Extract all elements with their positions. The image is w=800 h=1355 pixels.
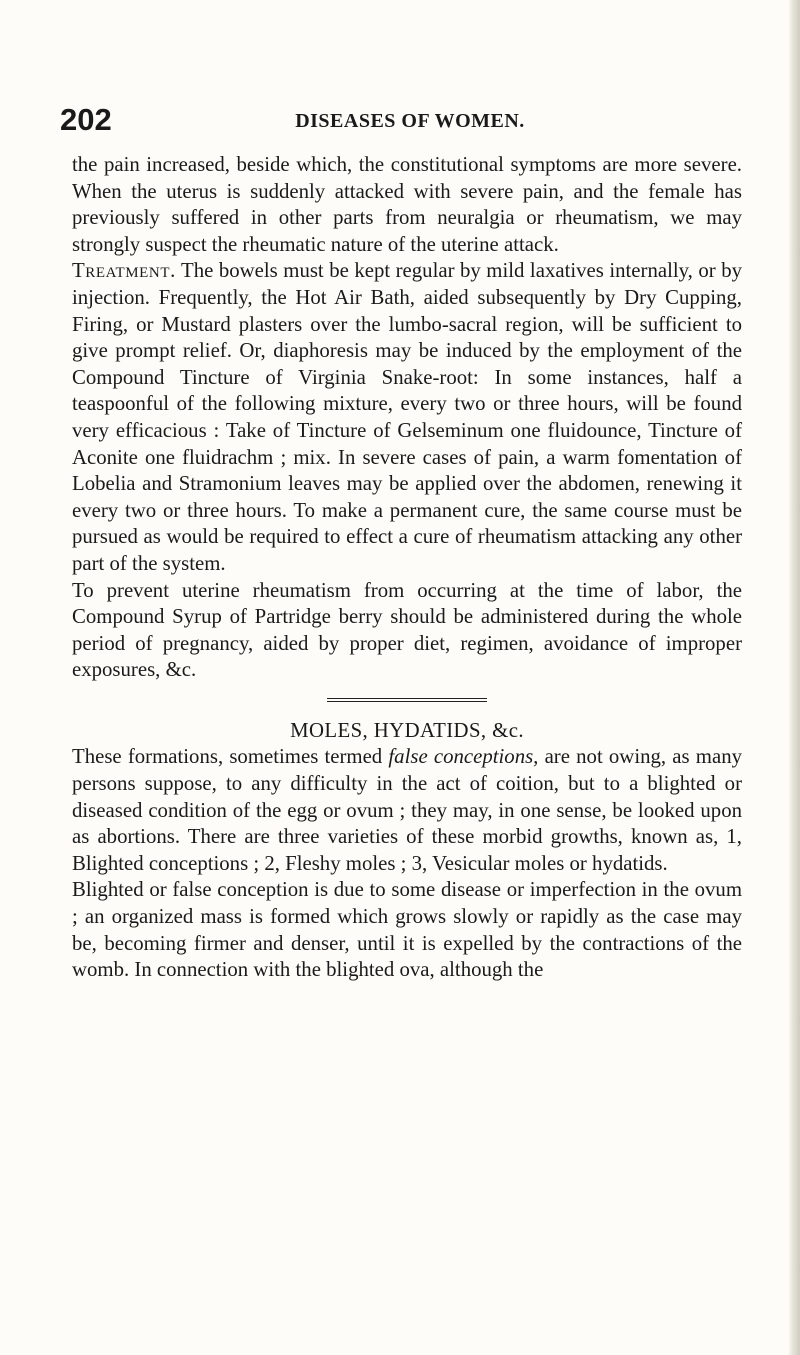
page-header: [60, 100, 760, 140]
paragraph-prevention: To prevent uterine rheumatism from occurring at the time of labor, the Compound Syrup of Partridge berry should be administered during the whole period of pregnancy, aided by proper diet, regimen, avoidance of improper exposures, &c.: [72, 578, 742, 682]
section-divider: [327, 698, 487, 702]
page-edge-shadow: [788, 0, 800, 1355]
false-conceptions-term: false conceptions,: [388, 745, 539, 769]
running-head: DISEASES OF WOMEN.: [295, 110, 525, 132]
treatment-lead: Treatment.: [72, 259, 176, 283]
paragraph-continuation: the pain increased, beside which, the constitutional symptoms are more severe. When the uterus is suddenly attacked with severe pain, and the female has previously suffered in other parts from neuralgia or rheumatism, we may strongly suspect the rheumatic nature of the uterine attack.: [72, 153, 742, 256]
formations-text-end: are not owing, as many persons suppose, to any difficulty in the act of coition, but to a blighted or diseased condition of the egg or ovum ; they may, in one sense, be looked upon as abortions. There are three varieties of these morbid growths, known as, 1, Blighted conceptions ; 2, Fleshy moles ; 3, Vesicular moles or hydatids.: [72, 745, 742, 875]
formations-text-start: These formations, sometimes termed: [72, 745, 389, 769]
page-number: 202: [60, 102, 112, 137]
paragraph-blighted-conception: Blighted or false conception is due to some disease or imperfection in the ovum ; an organized mass is formed which grows slowly or rapidly as the case may be, becoming firmer and denser, until it is expelled by the contractions of the womb. In connection with the blighted ova, although the: [72, 878, 742, 982]
section-heading: MOLES, HYDATIDS, &c.: [290, 718, 524, 742]
paragraph-treatment: [72, 258, 742, 577]
body-text: [72, 152, 742, 984]
paragraph-formations: [72, 744, 742, 877]
treatment-text: The bowels must be kept regular by mild laxatives internally, or by injection. Frequently, the Hot Air Bath, aided subsequently by Dry Cupping, Firing, or Mustard plasters over the lumbo-sacral region, will be sufficient to give prompt relief. Or, diaphoresis may be induced by the employment of the Compound Tincture of Virginia Snake-root: In some instances, half a teaspoonful of the following mixture, every two or three hours, will be found very efficacious : Take of Tincture of Gelseminum one fluidounce, Tincture of Aconite one fluidrachm ; mix. In severe cases of pain, a warm fomentation of Lobelia and Stramonium leaves may be applied over the abdomen, renewing it every two or three hours. To make a permanent cure, the same course must be pursued as would be required to effect a cure of rheumatism attacking any other part of the system.: [72, 259, 742, 575]
